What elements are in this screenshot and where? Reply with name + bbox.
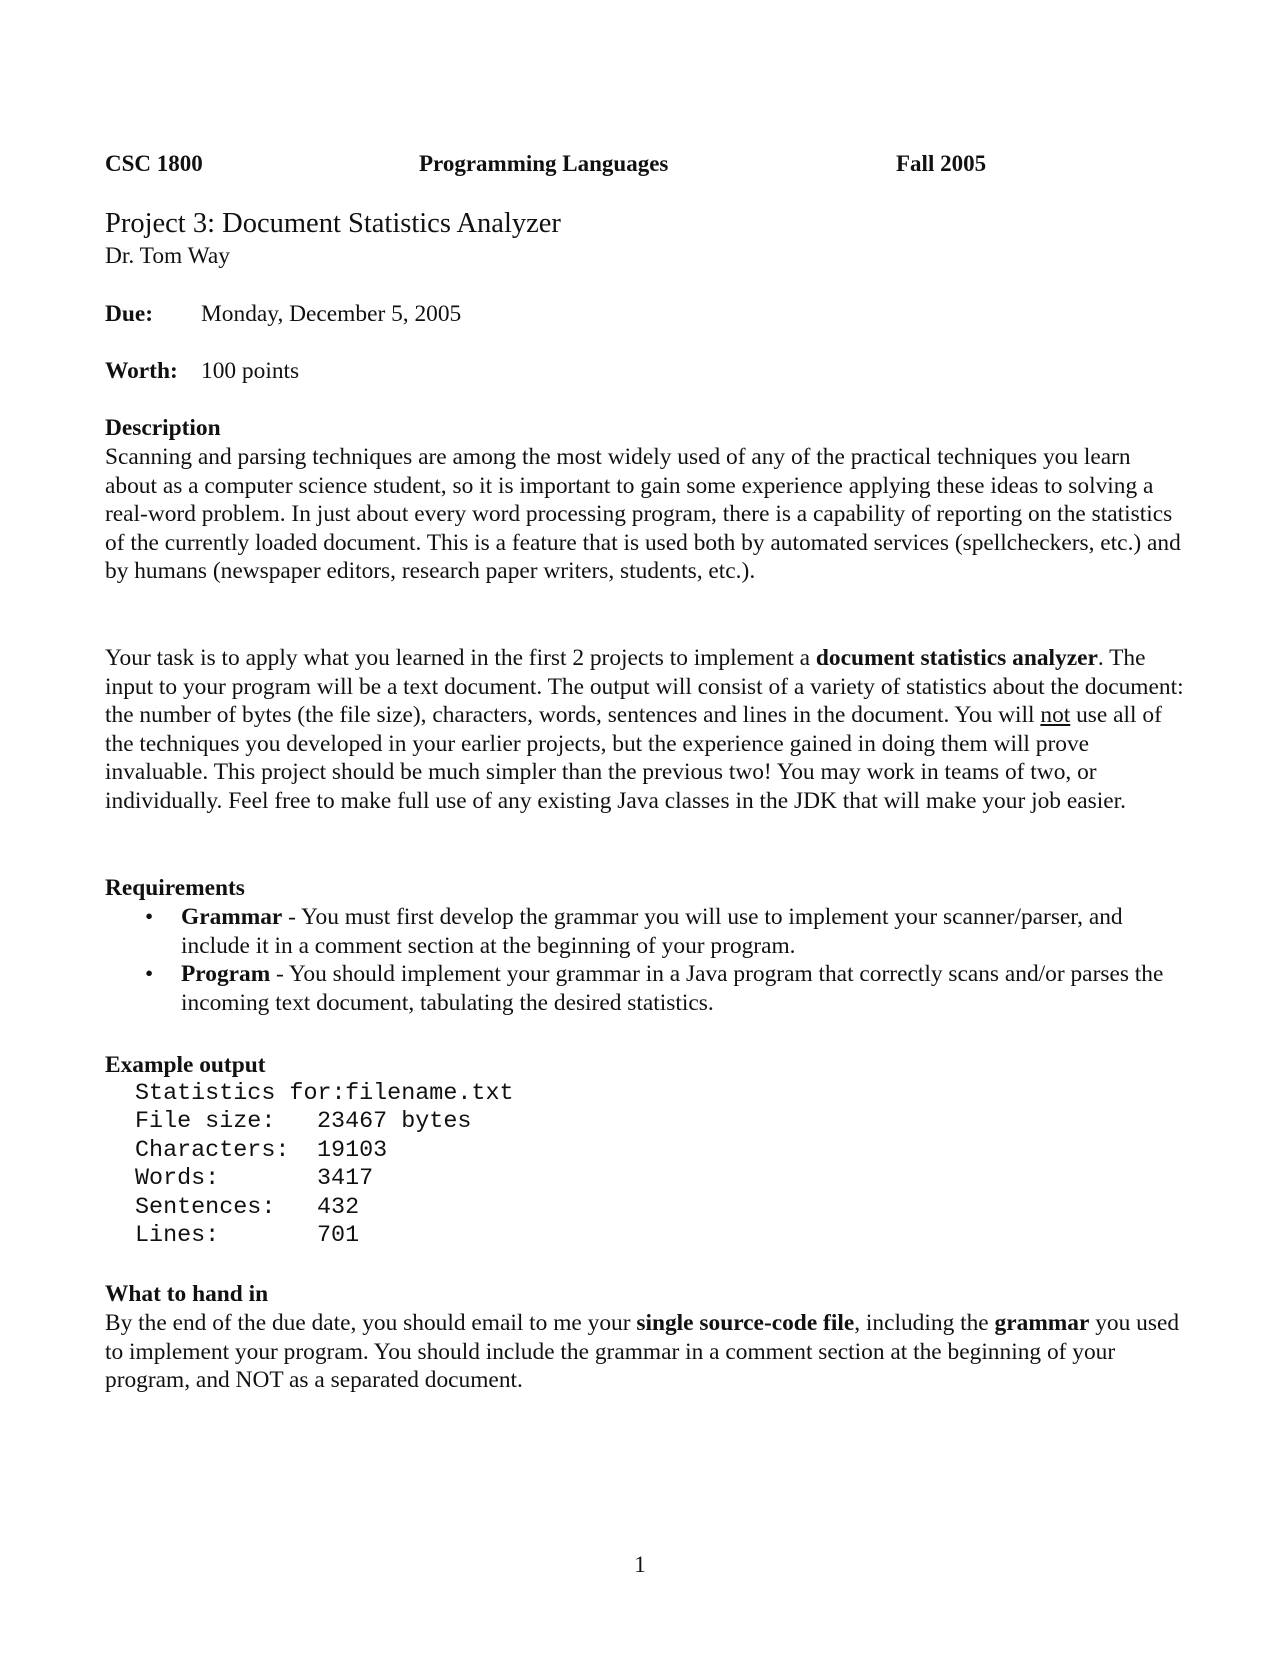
course-code: CSC 1800 — [105, 151, 203, 176]
para2-text-c: use all of the techniques you developed in your earlier projects, but the experience gained in doing them will prove invaluable. This project should be much simpler than the previous two! You may work in teams of two, or individually. Feel free to make full use of any existing Java classes in the JDK that will make your job easier. — [105, 702, 1162, 814]
example-line — [135, 1222, 514, 1250]
example-line — [135, 1080, 514, 1108]
example-line — [135, 1108, 514, 1136]
handin-heading: What to hand in — [105, 1281, 269, 1307]
requirement-title: Program — [181, 961, 271, 988]
description-heading: Description — [105, 415, 221, 441]
course-term: Fall 2005 — [896, 151, 987, 176]
para2-text-a: Your task is to apply what you learned in the first 2 projects to implement a — [105, 645, 816, 671]
requirement-item-program — [105, 960, 1185, 1017]
worth-line — [105, 357, 1185, 386]
para2-text-b: . The input to your program will be a text document. The output will consist of a variety of statistics about the document: the number of bytes (the file size), characters, words, sentences and lines in the document. You will — [105, 645, 1184, 729]
handin-text-c: you used to implement your program. You should include the grammar in a comment section at the beginning of your program, and NOT as a separated document. — [105, 1310, 1180, 1394]
project-title: Project 3: Document Statistics Analyzer — [105, 208, 561, 239]
due-value: Monday, December 5, 2005 — [201, 301, 462, 327]
example-line — [135, 1194, 514, 1222]
due-label: Due: — [105, 301, 154, 327]
example-value: 23467 bytes — [317, 1109, 472, 1136]
example-label: Statistics for: — [135, 1081, 346, 1107]
requirement-item-grammar — [105, 903, 1185, 960]
requirements-list — [105, 903, 1185, 1017]
requirement-text: - You must first develop the grammar you will use to implement your scanner/parser, and include it in a comment section at the beginning of your program. — [181, 904, 1123, 959]
para2-underline: not — [1040, 702, 1071, 729]
handin-bold-2: grammar — [994, 1310, 1090, 1336]
example-value: 701 — [317, 1223, 360, 1250]
example-label: Sentences: — [135, 1194, 276, 1221]
example-line — [135, 1137, 514, 1165]
example-value: 432 — [317, 1194, 360, 1221]
bullet-icon: • — [145, 904, 154, 930]
description-paragraph-1: Scanning and parsing techniques are among the most widely used of any of the practical techniques you learn about as a computer science student, so it is important to gain some experience applying these ideas to solving a real-word problem. In just about every word processing program, there is a capability of reporting on the statistics of the currently loaded document. This is a feature that is used both by automated services (spellcheckers, etc.) and by humans (newspaper editors, research paper writers, students, etc.). — [105, 444, 1181, 585]
page-number: 1 — [634, 1552, 646, 1577]
example-value: filename.txt — [317, 1081, 514, 1107]
requirement-text: - You should implement your grammar in a Java program that correctly scans and/or parses the incoming text document, tabulating the desired statistics. — [181, 961, 1164, 1016]
example-value: 3417 — [317, 1166, 374, 1193]
handin-paragraph — [105, 1309, 1185, 1395]
requirements-heading: Requirements — [105, 875, 245, 901]
para2-bold: document statistics analyzer — [815, 645, 1098, 671]
due-line — [105, 300, 1185, 329]
author: Dr. Tom Way — [105, 243, 230, 269]
description-paragraph-2 — [105, 644, 1185, 816]
example-label: Lines: — [135, 1223, 220, 1250]
example-label: Characters: — [135, 1137, 290, 1164]
example-label: Words: — [135, 1166, 220, 1193]
course-subject: Programming Languages — [419, 151, 669, 176]
example-output-block — [135, 1080, 514, 1250]
requirement-title: Grammar — [181, 904, 283, 930]
bullet-icon: • — [145, 961, 154, 988]
example-heading: Example output — [105, 1052, 266, 1078]
worth-label: Worth: — [105, 358, 178, 384]
example-value: 19103 — [317, 1137, 388, 1164]
example-label: File size: — [135, 1109, 276, 1136]
worth-value: 100 points — [201, 358, 300, 384]
handin-text-b: , including the — [854, 1310, 995, 1336]
handin-text-a: By the end of the due date, you should email to me your — [105, 1310, 637, 1336]
example-line — [135, 1165, 514, 1193]
handin-bold-1: single source-code file — [636, 1310, 855, 1336]
